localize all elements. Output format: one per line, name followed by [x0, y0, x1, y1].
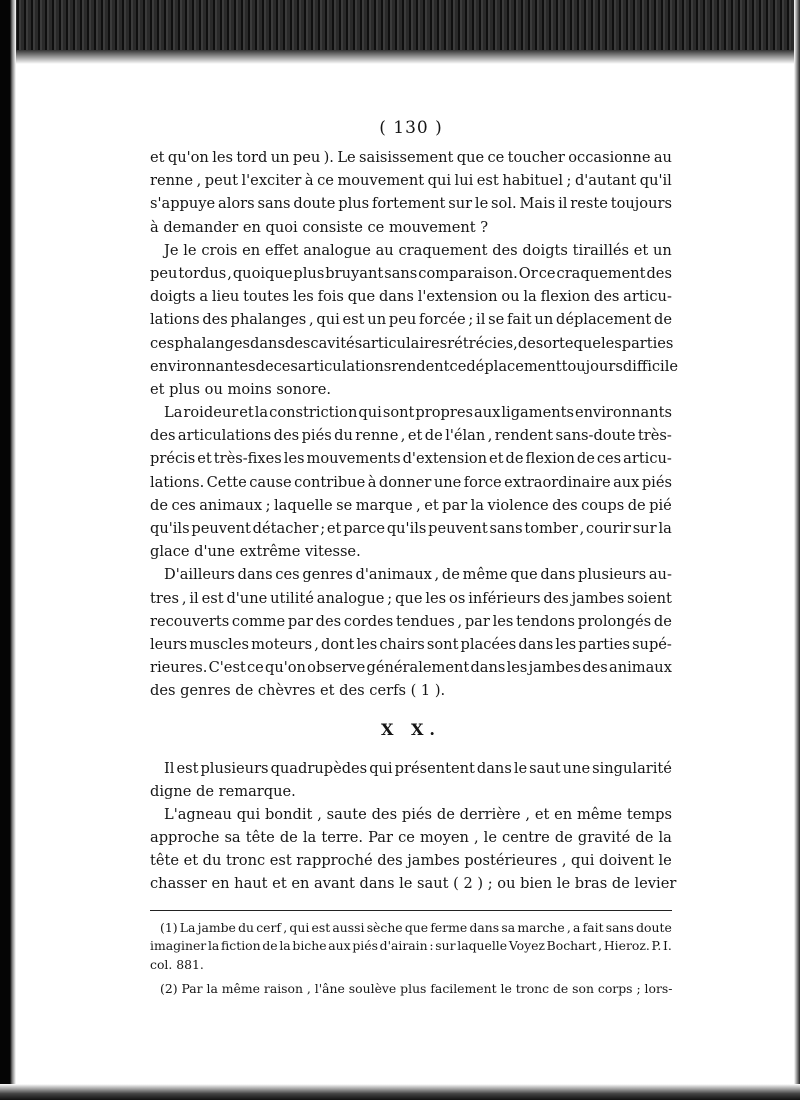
text-line: recouverts comme par des cordes tendues , par les tendons prolongés de	[150, 612, 672, 630]
text-line: Il est plusieurs quadrupèdes qui présentent dans le saut une singularité	[164, 759, 672, 777]
text-line: environnantes de ces articulations rendent ce déplacement toujours difficile	[150, 357, 679, 375]
text-line: (1) La jambe du cerf , qui est aussi sèche que ferme dans sa marche , a fait sans doute	[160, 919, 672, 935]
text-line: rieures. C'est ce qu'on observe généralement dans les jambes des animaux	[150, 659, 672, 677]
scan-border-left	[0, 0, 16, 1100]
text-line: (2) Par la même raison , l'âne soulève plus facilement le tronc de son corps ; lors-	[160, 981, 673, 997]
text-line: lations des phalanges , qui est un peu forcée ; il se fait un déplacement de	[150, 311, 672, 329]
text-line: s'appuye alors sans doute plus fortement sur le sol. Mais il reste toujours	[150, 195, 672, 213]
text-line: digne de remarque.	[150, 782, 296, 800]
paragraph	[150, 146, 672, 239]
paragraph	[150, 757, 672, 803]
text-line: La roideur et la constriction qui sont propres aux ligaments environnants	[164, 404, 672, 422]
scan-border-right	[794, 0, 800, 1100]
book-page	[150, 116, 679, 999]
text-line: leurs muscles moteurs , dont les chairs sont placées dans les parties supé-	[150, 635, 672, 653]
text-line: doigts a lieu toutes les fois que dans l'extension ou la flexion des articu-	[150, 288, 672, 306]
text-line: de ces animaux ; laquelle se marque , et par la violence des coups de pié	[150, 496, 672, 514]
text-line: chasser en haut et en avant dans le saut ( 2 ) ; ou bien le bras de levier	[150, 875, 677, 893]
text-line: renne , peut l'exciter à ce mouvement qui lui est habituel ; d'autant qu'il	[150, 172, 672, 190]
text-line: L'agneau qui bondit , saute des piés de derrière , et en même temps	[164, 805, 672, 823]
paragraph	[150, 239, 679, 401]
text-line: glace d'une extrême vitesse.	[150, 543, 361, 561]
text-line: des articulations des piés du renne , et de l'élan , rendent sans-doute très-	[150, 427, 672, 445]
text-line: ces phalanges dans des cavités articulaires rétrécies , desorte que les parties	[150, 334, 674, 352]
section-heading: X X.	[381, 719, 441, 739]
footnotes	[150, 919, 672, 999]
text-line: Je le crois en effet analogue au craquement des doigts tiraillés et un	[164, 241, 672, 259]
text-line: approche sa tête de la terre. Par ce moyen , le centre de gravité de la	[150, 829, 672, 847]
text-line: précis et très-fixes les mouvements d'extension et de flexion de ces articu-	[150, 450, 672, 468]
scan-border-bottom	[0, 1084, 800, 1100]
paragraph	[150, 401, 672, 563]
text-line: et qu'on les tord un peu ). Le saisissement que ce toucher occasionne au	[150, 149, 672, 166]
footnote	[150, 980, 672, 999]
main-text	[150, 146, 679, 703]
text-line: des genres de chèvres et des cerfs ( 1 ).	[150, 682, 446, 700]
text-line: imaginer la fiction de la biche aux piés d'airain : sur laquelle Voyez Bochart , Hieroz. P. I.	[150, 938, 672, 954]
text-line: qu'ils peuvent détacher ; et parce qu'ils peuvent sans tomber , courir sur la	[150, 520, 672, 537]
footnote-rule	[150, 910, 672, 911]
section-text	[150, 757, 677, 896]
paragraph	[150, 803, 677, 896]
footnote	[150, 919, 672, 975]
text-line: peu tordus , quoique plus bruyant sans comparaison. Or ce craquement des	[150, 264, 672, 282]
text-line: à demander en quoi consiste ce mouvement ?	[150, 218, 489, 236]
scan-border-top	[0, 0, 800, 64]
text-line: tres , il est d'une utilité analogue ; que les os inférieurs des jambes soient	[150, 589, 672, 607]
text-line: lations. Cette cause contribue à donner une force extraordinaire aux piés	[150, 473, 672, 491]
page-number: ( 130 )	[379, 118, 443, 138]
paragraph	[150, 563, 672, 702]
text-line: col. 881.	[150, 956, 204, 972]
text-line: D'ailleurs dans ces genres d'animaux , de même que dans plusieurs au-	[164, 566, 672, 584]
text-line: et plus ou moins sonore.	[150, 380, 332, 398]
text-line: tête et du tronc est rapproché des jambes postérieures , qui doivent le	[150, 852, 672, 870]
